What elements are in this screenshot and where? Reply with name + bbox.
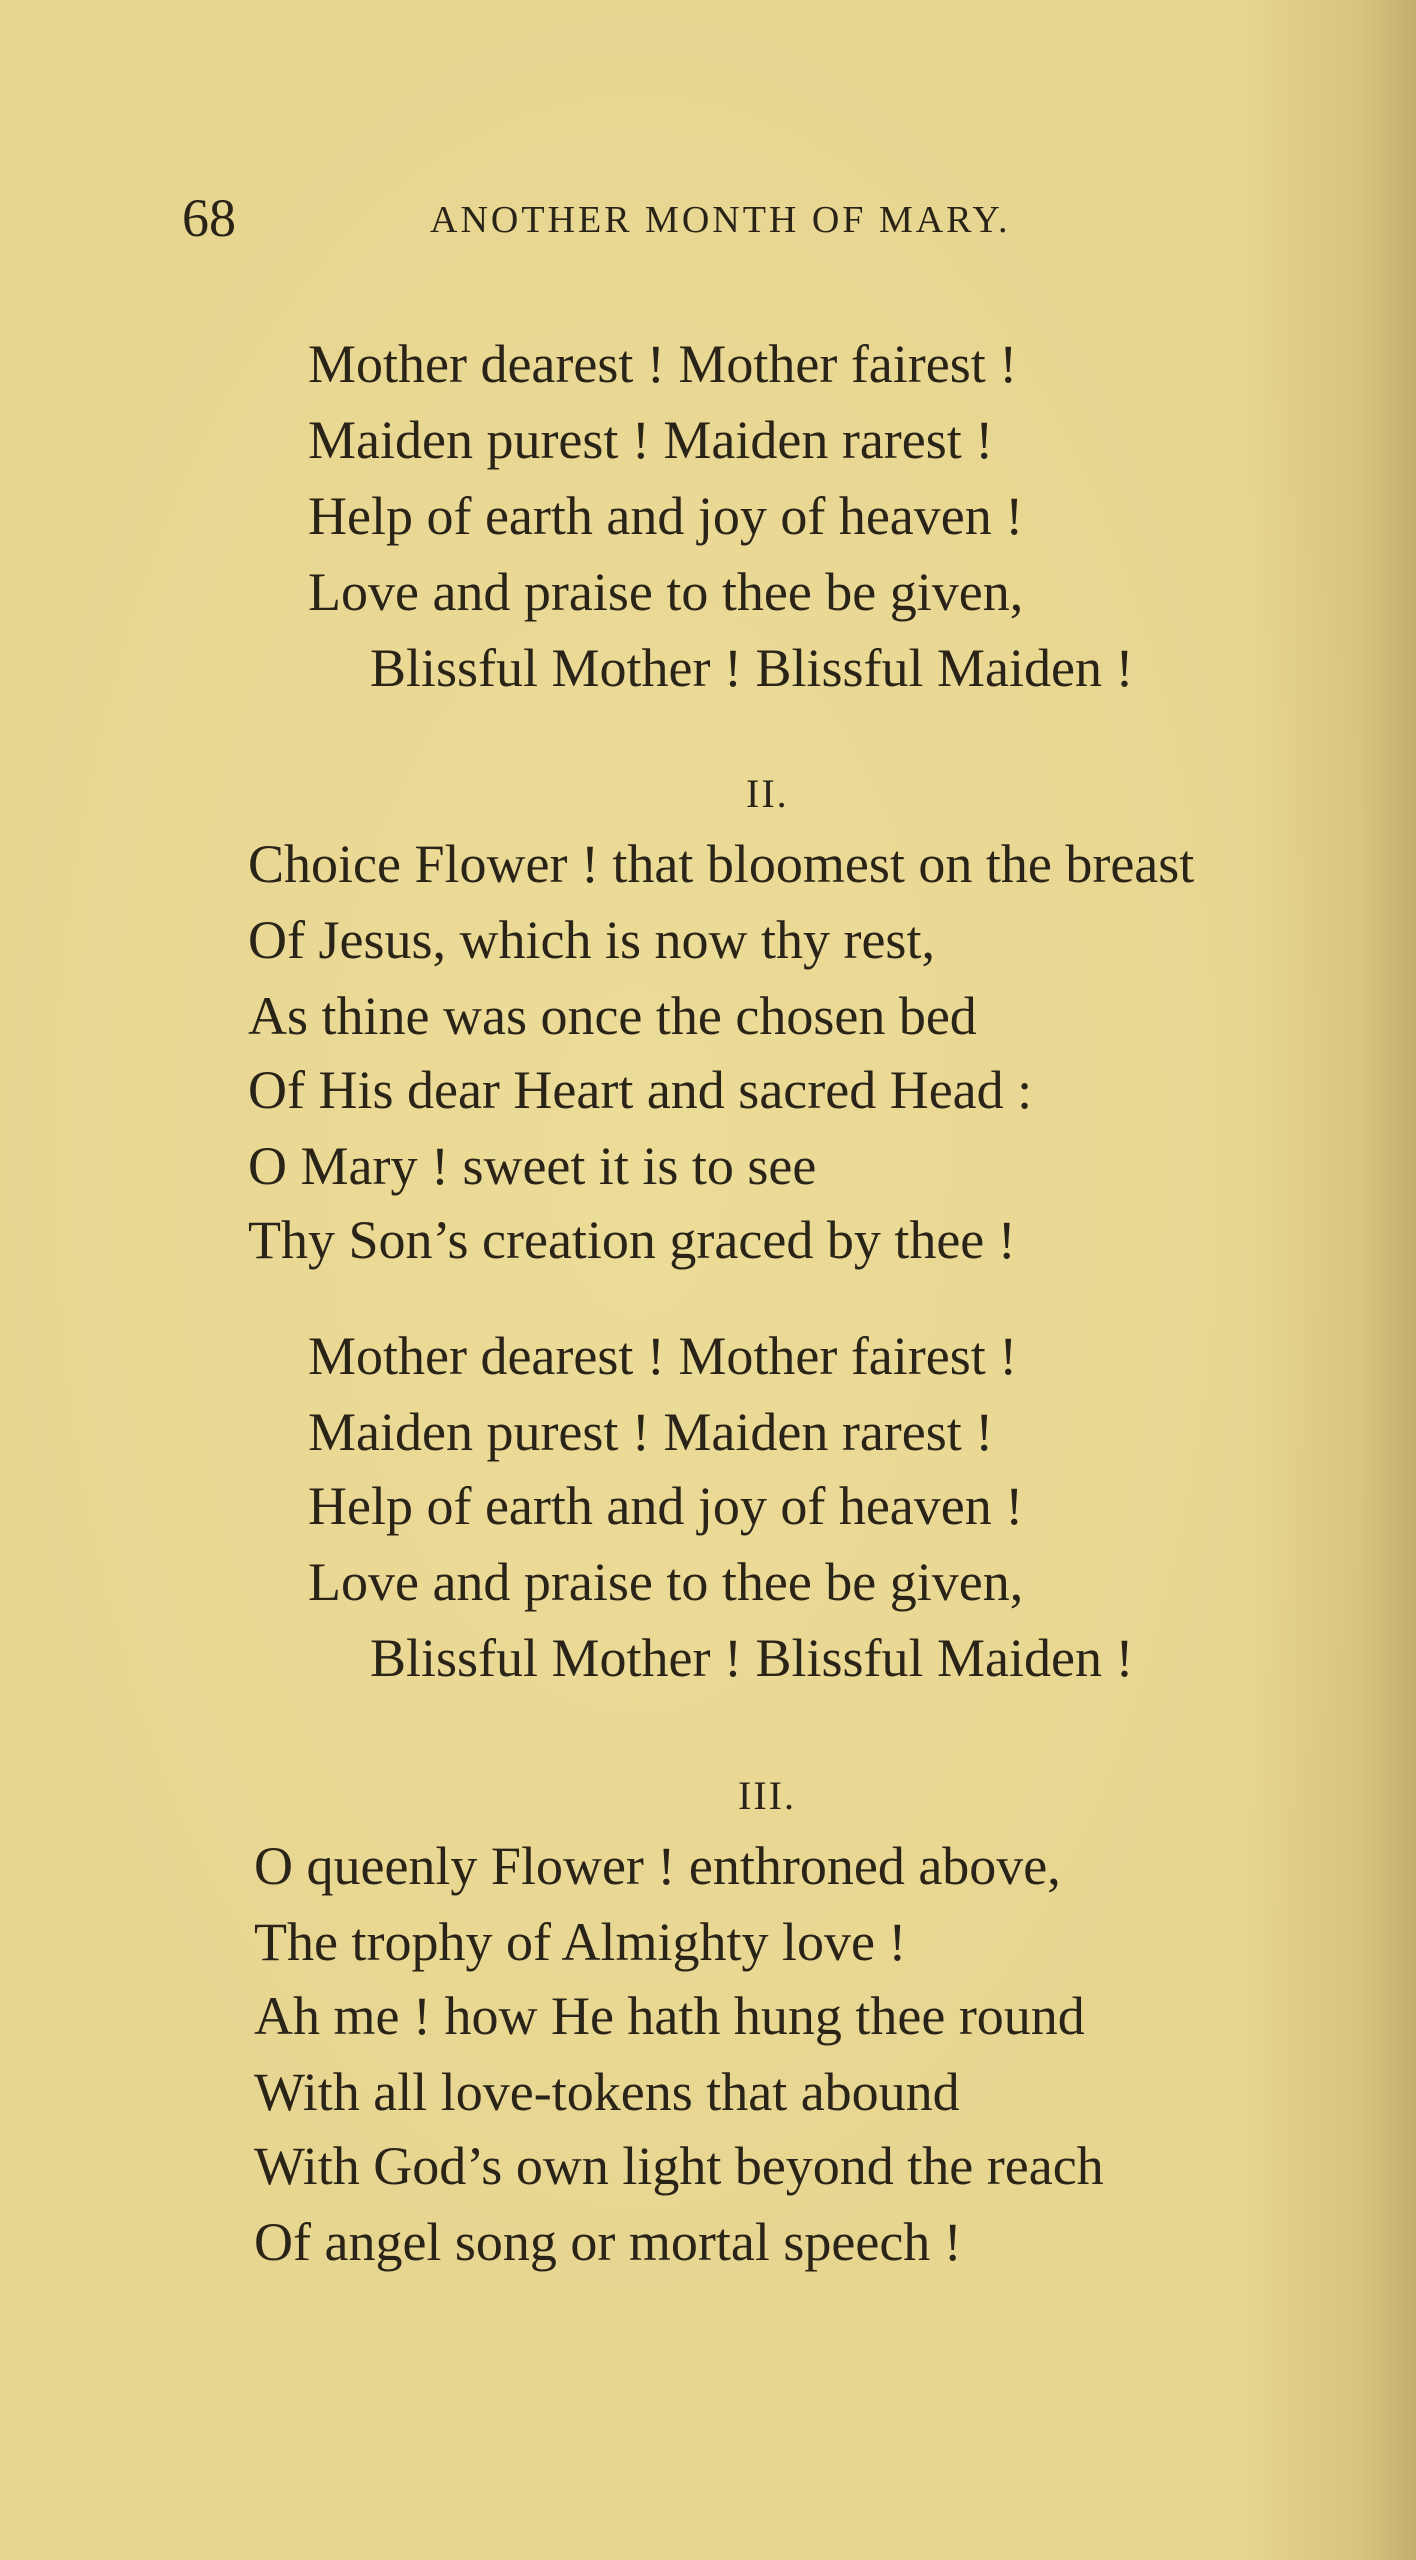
refrain-line: Blissful Mother ! Blissful Maiden !	[370, 1628, 1134, 1688]
stanza-line: O Mary ! sweet it is to see	[248, 1136, 817, 1196]
refrain-line: Mother dearest ! Mother fairest !	[308, 1326, 1018, 1386]
stanza-line: With all love-tokens that abound	[254, 2062, 960, 2122]
stanza-line: Of Jesus, which is now thy rest,	[248, 910, 935, 970]
refrain-line: Maiden purest ! Maiden rarest !	[308, 410, 994, 470]
page-number: 68	[182, 188, 236, 248]
stanza-line: As thine was once the chosen bed	[248, 986, 977, 1046]
stanza-line: O queenly Flower ! enthroned above,	[254, 1836, 1061, 1896]
stanza-line: Of His dear Heart and sacred Head :	[248, 1060, 1033, 1120]
refrain-line: Help of earth and joy of heaven !	[308, 1476, 1024, 1536]
stanza-line: Ah me ! how He hath hung thee round	[254, 1986, 1085, 2046]
stanza-line: Thy Son’s creation graced by thee !	[248, 1210, 1016, 1270]
refrain-line: Love and praise to thee be given,	[308, 562, 1024, 622]
page-header	[182, 188, 1182, 258]
refrain-line: Blissful Mother ! Blissful Maiden !	[370, 638, 1134, 698]
stanza-numeral: II.	[746, 771, 789, 816]
stanza-line: The trophy of Almighty love !	[254, 1912, 907, 1972]
refrain-line: Mother dearest ! Mother fairest !	[308, 334, 1018, 394]
stanza-line: With God’s own light beyond the reach	[254, 2136, 1104, 2196]
refrain-line: Maiden purest ! Maiden rarest !	[308, 1402, 994, 1462]
refrain-line: Help of earth and joy of heaven !	[308, 486, 1024, 546]
stanza-line: Choice Flower ! that bloomest on the breast	[248, 834, 1195, 894]
stanza-line: Of angel song or mortal speech !	[254, 2212, 962, 2272]
stanza-numeral: III.	[738, 1773, 796, 1818]
running-title: ANOTHER MONTH OF MARY.	[430, 199, 1011, 241]
refrain-line: Love and praise to thee be given,	[308, 1552, 1024, 1612]
